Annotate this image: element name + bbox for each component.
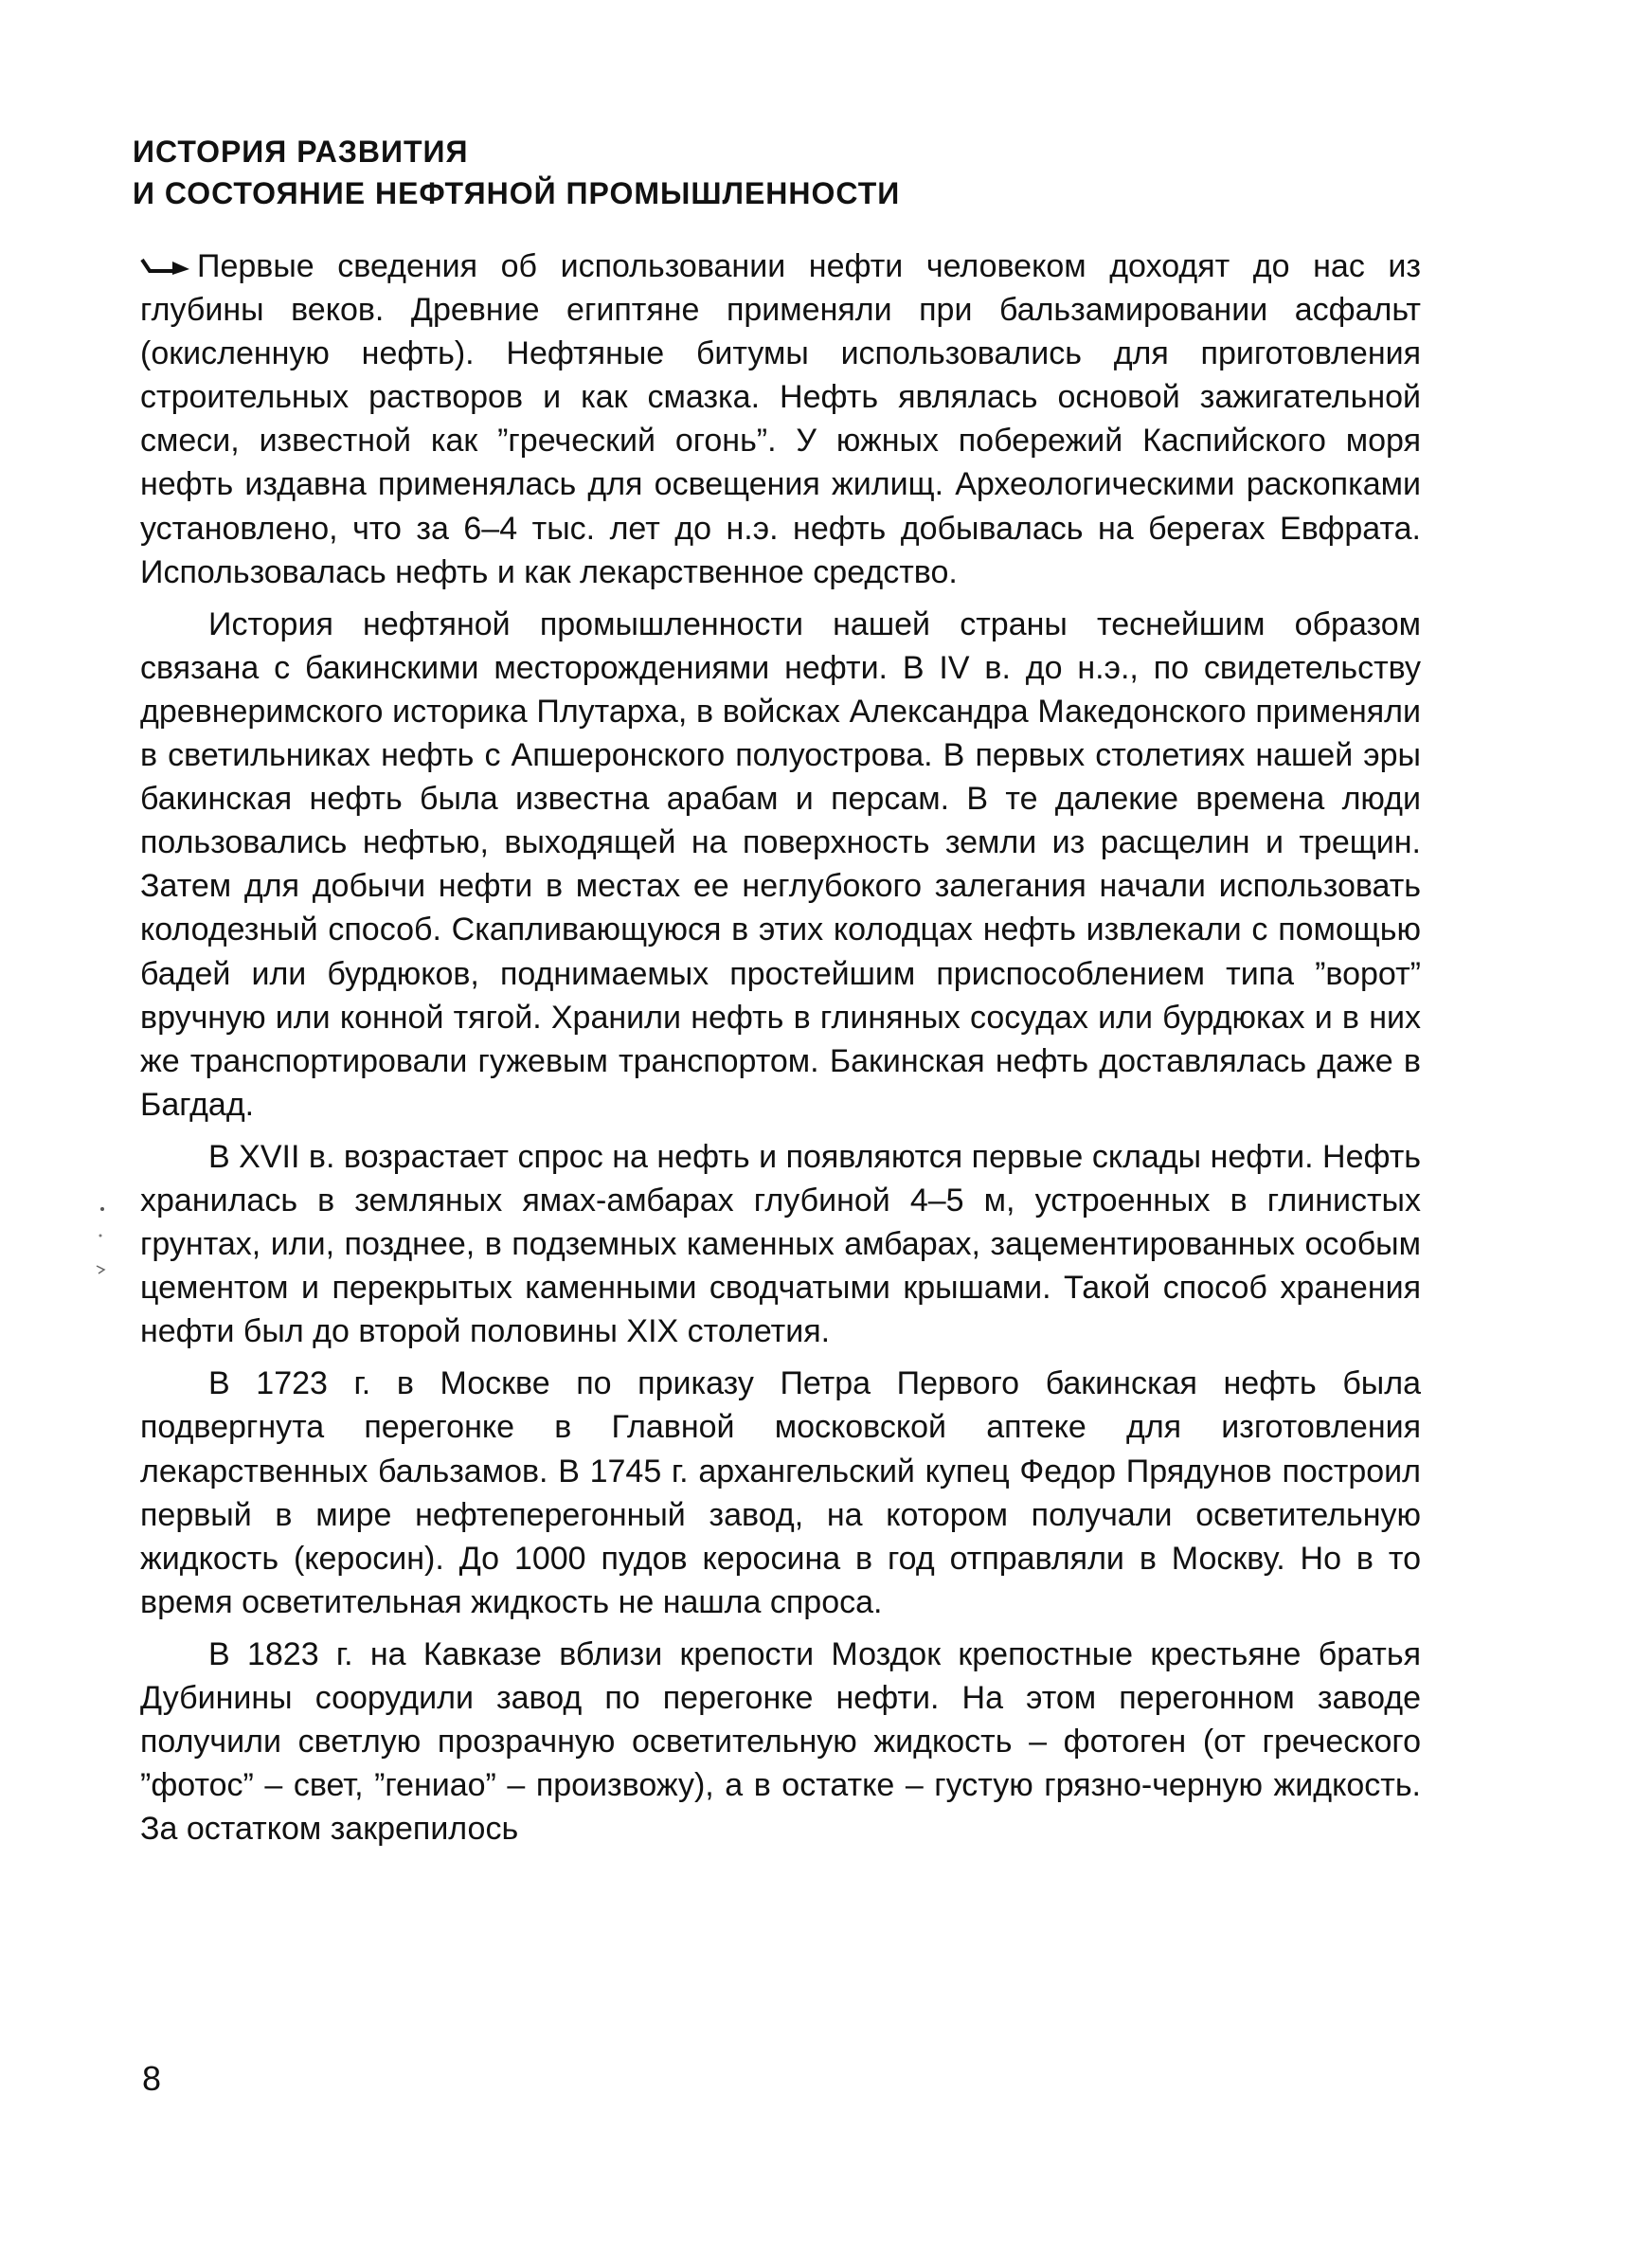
margin-speck-marks xyxy=(91,1203,119,1289)
paragraph-4: В 1723 г. в Москве по приказу Петра Первого бакинская нефть была подвергнута перегонке в Главной московской аптеке для изготовления лекарственных бальзамов. В 1745 г. архангельский купец Федор Прядунов построил первый в мире нефтеперегонный завод, на котором получали осветительную жидкость (керосин). До 1000 пудов керосина в год отправляли в Москву. Но в то время осветительная жидкость не нашла спроса. xyxy=(140,1365,1421,1620)
paragraph-2: История нефтяной промышленности нашей страны теснейшим образом связана с бакинскими месторождениями нефти. В IV в. до н.э., по свидетельству древнеримского историка Плутарха, в войсках Александра Македонского применяли в светильниках нефть с Апшеронского полуострова. В первых столетиях нашей эры бакинская нефть была известна арабам и персам. В те далекие времена люди пользовались нефтью, выходящей на поверхность земли из расщелин и трещин. Затем для добычи нефти в местах ее неглубокого залегания начали использовать колодезный способ. Скапливающуюся в этих колодцах нефть извлекали с помощью бадей или бурдюков, поднимаемых простейшим приспособлением типа ”ворот” вручную или конной тягой. Хранили нефть в глиняных сосудах или бурдюках и в них же транспортировали гужевым транспортом. Бакинская нефть доставлялась даже в Багдад. xyxy=(140,605,1421,1123)
page-number: 8 xyxy=(142,2059,162,2098)
arrow-icon xyxy=(140,254,195,275)
paragraph-1 xyxy=(140,244,1421,594)
paragraph-3: В XVII в. возрастает спрос на нефть и появляются первые склады нефти. Нефть хранилась в земляных ямах-амбарах глубиной 4–5 м, устроенных в глинистых грунтах, или, позднее, в подземных каменных амбарах, зацементированных особым цементом и перекрытых каменными сводчатыми крышами. Такой способ хранения нефти был до второй половины XIX столетия. xyxy=(140,1138,1421,1350)
body-text xyxy=(140,244,1421,1859)
heading-line-1: ИСТОРИЯ РАЗВИТИЯ xyxy=(133,135,469,169)
heading-line-2: И СОСТОЯНИЕ НЕФТЯНОЙ ПРОМЫШЛЕННОСТИ xyxy=(133,176,901,210)
section-heading xyxy=(133,131,1459,214)
paragraph-5: В 1823 г. на Кавказе вблизи крепости Моздок крепостные крестьяне братья Дубинины соорудили завод по перегонке нефти. На этом перегонном заводе получили светлую прозрачную осветительную жидкость – фотоген (от греческого ”фотос” – свет, ”гениао” – произвожу), а в остатке – густую грязно-черную жидкость. За остатком закрепилось xyxy=(140,1635,1421,1848)
paragraph-1-text: Первые сведения об использовании нефти человеком доходят до нас из глубины веков. Древние египтяне применяли при бальзамировании асфальт (окисленную нефть). Нефтяные битумы использовались для приготовления строительных растворов и как смазка. Нефть являлась основой зажигательной смеси, известной как ”греческий огонь”. У южных побережий Каспийского моря нефть издавна применялась для освещения жилищ. Археологическими раскопками установлено, что за 6–4 тыс. лет до н.э. нефть добывалась на берегах Евфрата. Использовалась нефть и как лекарственное средство. xyxy=(140,248,1421,590)
